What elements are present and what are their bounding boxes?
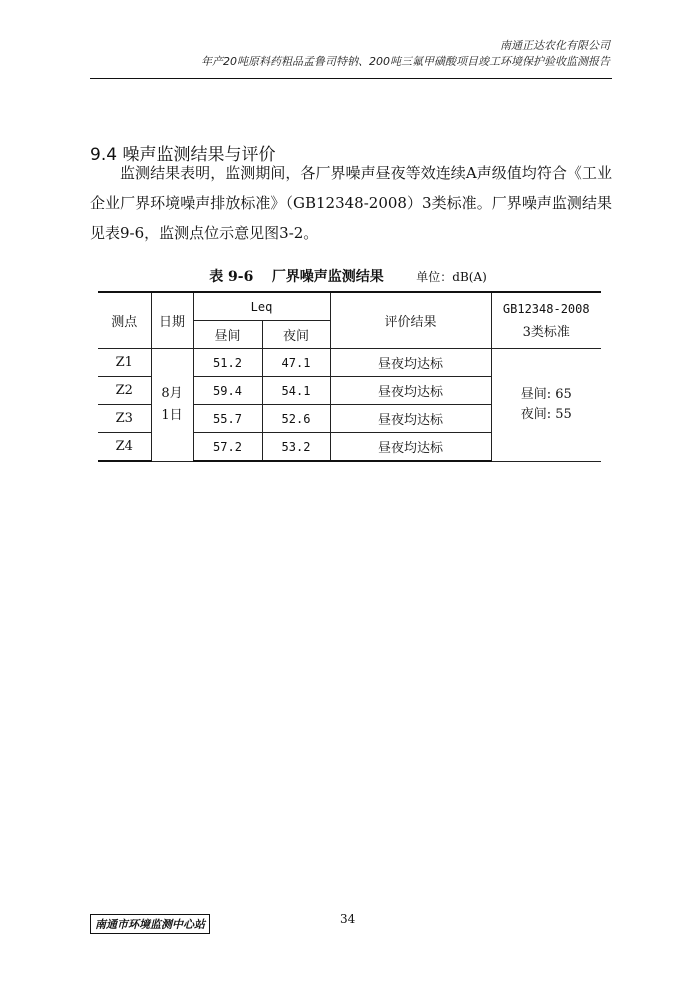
point-cell: Z1 [98, 349, 151, 377]
footer-station-label: 南通市环境监测中心站 [90, 914, 210, 934]
header-day: 昼间 [193, 321, 262, 349]
standard-night-limit: 夜间: 55 [520, 406, 572, 422]
table-row [98, 349, 601, 377]
header-report-title: 年产20吨原料药粗品孟鲁司特钠、200吨三氟甲磺酸项目竣工环境保护验收监测报告 [201, 55, 610, 68]
header-point: 测点 [98, 292, 151, 349]
day-value-cell: 57.2 [193, 433, 262, 462]
result-cell: 昼夜均达标 [330, 349, 491, 377]
header-rule [90, 78, 612, 79]
header-night: 夜间 [262, 321, 330, 349]
table-caption-title: 厂界噪声监测结果 [271, 269, 384, 285]
night-value-cell: 47.1 [262, 349, 330, 377]
section-heading: 9.4 噪声监测结果与评价 [90, 145, 276, 166]
night-value-cell: 54.1 [262, 377, 330, 405]
header-standard [491, 292, 601, 349]
body-paragraph-container [90, 158, 612, 248]
table-unit: 单位：dB(A) [416, 270, 487, 284]
result-cell: 昼夜均达标 [330, 377, 491, 405]
day-value-cell: 59.4 [193, 377, 262, 405]
point-cell: Z2 [98, 377, 151, 405]
standard-limit-cell [491, 349, 601, 462]
table-caption [98, 266, 598, 286]
header-leq: Leq [193, 292, 330, 321]
day-value-cell: 51.2 [193, 349, 262, 377]
header-standard-class: 3类标准 [522, 324, 570, 340]
date-cell: 8月 1日 [151, 349, 193, 462]
table-caption-number: 表 9-6 [209, 269, 254, 285]
noise-result-table [98, 291, 601, 462]
header-standard-code: GB12348-2008 [502, 301, 590, 316]
header-company: 南通正达农化有限公司 [500, 39, 610, 52]
result-cell: 昼夜均达标 [330, 433, 491, 462]
point-cell: Z4 [98, 433, 151, 462]
point-cell: Z3 [98, 405, 151, 433]
body-paragraph: 监测结果表明，监测期间，各厂界噪声昼夜等效连续A声级值均符合《工业企业厂界环境噪声排放标准》（GB12348-2008）3类标准。厂界噪声监测结果见表9-6，监测点位示意见图3-2。 [90, 164, 612, 242]
standard-day-limit: 昼间: 65 [520, 386, 572, 402]
day-value-cell: 55.7 [193, 405, 262, 433]
result-cell: 昼夜均达标 [330, 405, 491, 433]
header-result: 评价结果 [330, 292, 491, 349]
night-value-cell: 52.6 [262, 405, 330, 433]
page-number: 34 [340, 912, 356, 926]
page-header [90, 38, 610, 70]
header-date: 日期 [151, 292, 193, 349]
night-value-cell: 53.2 [262, 433, 330, 462]
